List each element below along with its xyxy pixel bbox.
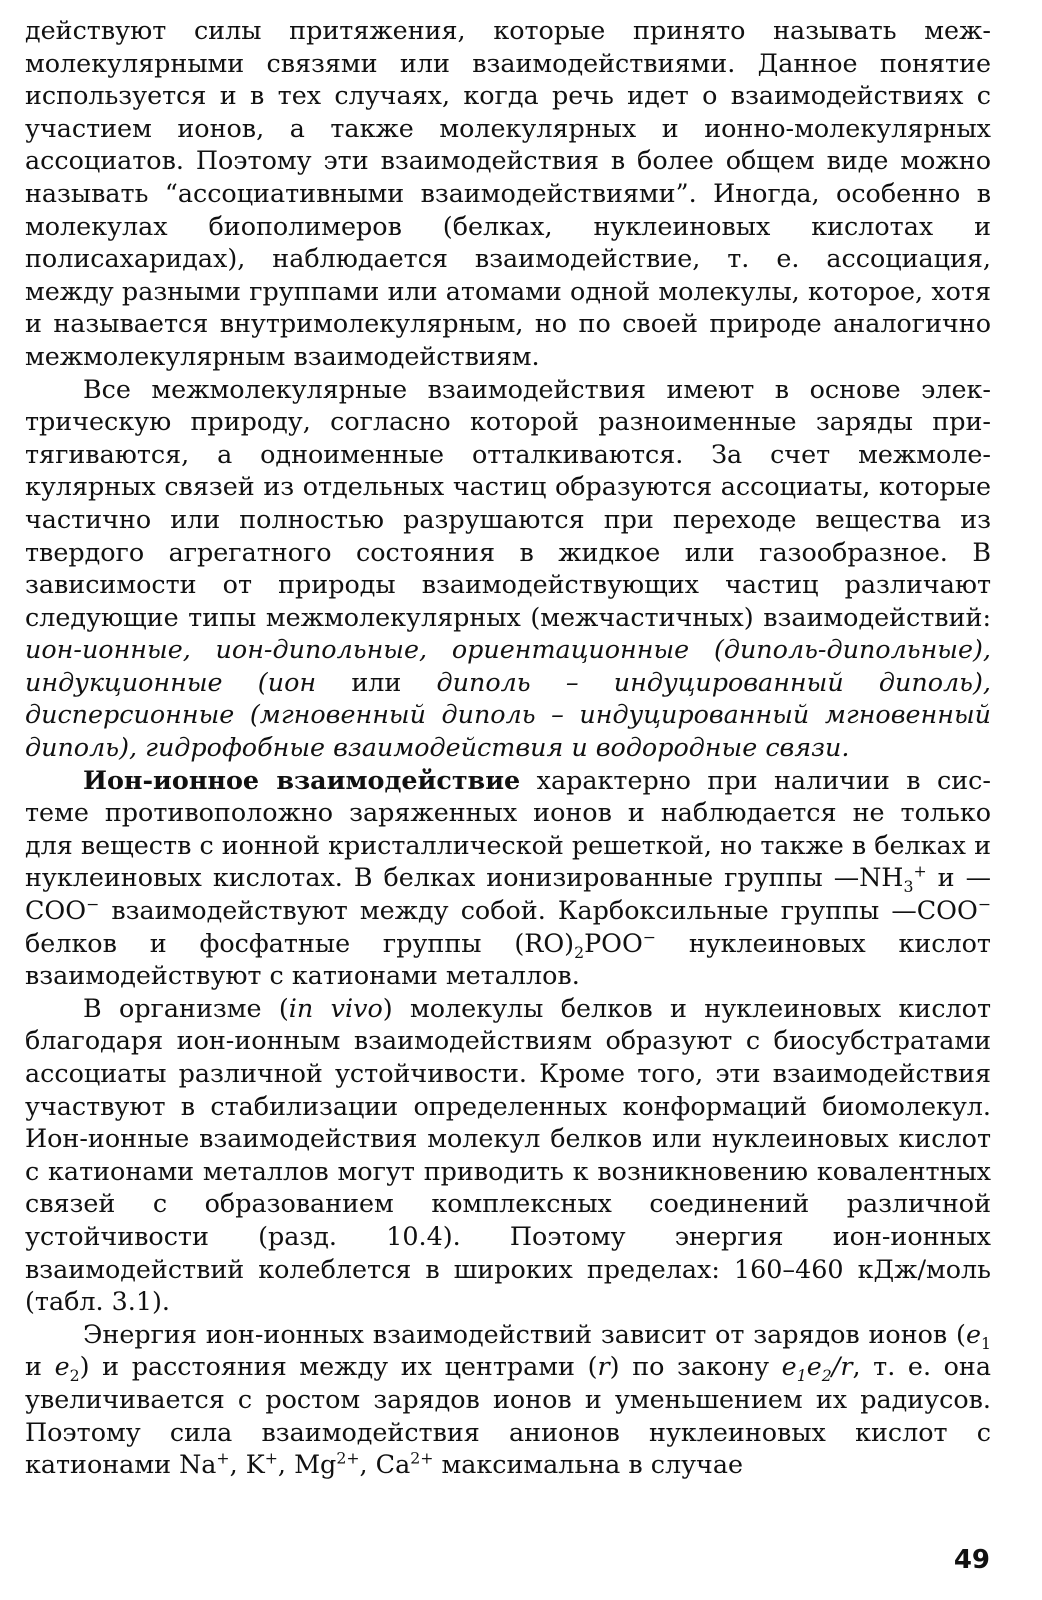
paragraph-5-text: максимальна в случае (433, 1449, 744, 1480)
charge-e2-subscript: 2 (69, 1366, 80, 1386)
paragraph-4-text: В организме ( (83, 992, 289, 1023)
law-e2: e (806, 1351, 822, 1382)
paragraph-2 (25, 373, 991, 764)
na-charge: + (216, 1448, 230, 1468)
coo-superscript: − (86, 894, 100, 914)
paragraph-3-text: взаимодействуют между собой. Карбоксильные группы —COO (99, 895, 978, 926)
conjunction-or: или (316, 666, 437, 697)
law-divide-r: /r (831, 1351, 853, 1382)
paragraph-3 (25, 764, 991, 992)
paragraph-4 (25, 992, 991, 1318)
paragraph-3-text: нуклеиновых кислот взаимодействуют с катионами металлов. (25, 927, 991, 991)
k-charge: + (264, 1448, 278, 1468)
interaction-types-list: ион-ионные, ион-дипольные, ориентационные (диполь-дипольные), индукционные (ион (25, 634, 991, 697)
paragraph-5-text: , Ca (359, 1449, 411, 1480)
paragraph-5-text: , K (229, 1449, 265, 1480)
paragraph-5-text: , т. е. она увеличивается с ростом зарядов ионов и уменьшением их радиусов. Поэтому сила взаимодействия анионов нуклеиновых кислот с катионами Na (25, 1351, 991, 1480)
coo-superscript: − (977, 894, 991, 914)
charge-e2: e (54, 1351, 70, 1382)
paragraph-4-text: ) молекулы белков и нуклеиновых кислот благодаря ион-ионным взаимодействиям образуют с биосубстратами ассоциаты различной устойчивости. Кроме того, эти взаимодействия участвуют в стабилизации определенных конформаций биомолекул. Ион-ионные взаимодействия молекул белков или нуклеиновых кислот с катионами металлов могут приводить к возникновению ковалентных связей с образованием комплексных соединений различной устойчивости (разд. 10.4). Поэтому энергия ион-ионных взаимодействий колеблется в широких пределах: 160–460 кДж/моль (табл. 3.1). (25, 992, 991, 1317)
paragraph-1: действуют силы притяжения, которые принято называть межмолекулярными связями или взаимодействиями. Данное понятие используется и в тех случаях, когда речь идет о взаимодействиях с участием ионов, а также молекулярных и ионно-молекулярных ассоциатов. Поэтому эти взаимодействия в более общем виде можно называть “ассоциативными взаимодействиями”. Иногда, особенно в молекулах биополимеров (белках, нуклеиновых кислотах и полисахаридах), наблюдается взаимодействие, т. е. ассоциация, между разными группами или атомами одной молекулы, которое, хотя и называется внутримолекулярным, но по своей природе аналогично межмолекулярным взаимодействиям. (25, 15, 991, 371)
paragraph-5-text: ) по закону (609, 1351, 782, 1382)
nh3-subscript: 3 (903, 877, 914, 897)
poo-superscript: − (642, 927, 656, 947)
charge-e1-subscript: 1 (980, 1333, 991, 1353)
paragraph-3-text: характерно при наличии в системе противоположно заряженных ионов и наблюдается не только для веществ с ионной кристаллической решеткой, но также в белках и нуклеиновых кислотах. В белках ионизированные группы —NH (25, 764, 991, 893)
law-e1-subscript: 1 (796, 1366, 807, 1386)
ca-charge: 2+ (410, 1448, 434, 1468)
paragraph-3-text: белков и фосфатные группы (RO) (25, 927, 575, 958)
law-formula (781, 1351, 853, 1386)
interaction-types-list-cont: диполь – индуцированный диполь), дисперсионные (мгновенный диполь – индуцированный мгновенный диполь), гидрофобные взаимодействия и водородные связи. (25, 666, 991, 763)
term-ion-ion-interaction: Ион-ионное взаимодействие (83, 764, 521, 795)
paragraph-5 (25, 1318, 991, 1481)
paragraph-5-text: , Mg (277, 1449, 337, 1480)
charge-e1: e (965, 1318, 981, 1349)
ro2-subscript: 2 (574, 942, 585, 962)
in-vivo-term: in vivo (288, 992, 383, 1023)
paragraph-2-intro: Все межмолекулярные взаимодействия имеют в основе электрическую природу, согласно которой разноименные заряды притягиваются, а одноименные отталкиваются. За счет межмолекулярных связей из отдельных частиц образуются ассоциаты, которые частично или полностью разрушаются при переходе вещества из твердого агрегатного состояния в жидкое или газообразное. В зависимости от природы взаимодействующих частиц различают следующие типы межмолекулярных (межчастичных) взаимодействий: (25, 373, 991, 632)
distance-r: r (597, 1351, 610, 1382)
paragraph-5-text: и (25, 1351, 55, 1382)
paragraph-5-text: ) и расстояния между их центрами ( (79, 1351, 598, 1382)
page-body (25, 14, 991, 1481)
law-e2-subscript: 2 (821, 1366, 832, 1386)
page-number: 49 (953, 1545, 990, 1575)
paragraph-3-text: и —COO (25, 862, 991, 926)
paragraph-5-text: Энергия ион-ионных взаимодействий зависит от зарядов ионов ( (83, 1318, 966, 1349)
nh3-superscript: + (913, 861, 927, 881)
paragraph-3-text: POO (584, 927, 643, 958)
mg-charge: 2+ (336, 1448, 360, 1468)
law-e1: e (781, 1351, 797, 1382)
